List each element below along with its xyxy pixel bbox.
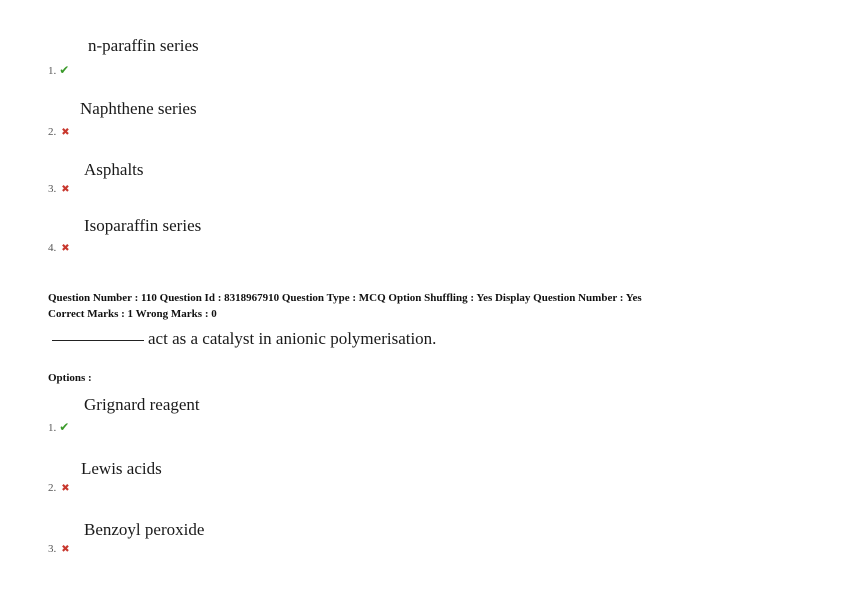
option-2-number: 2. — [48, 482, 57, 494]
prev-option-4-label — [48, 238, 70, 256]
question-marks: Correct Marks : 1 Wrong Marks : 0 — [48, 308, 217, 320]
prev-option-1-number: 1. — [48, 65, 57, 77]
option-1-label — [48, 418, 69, 436]
prev-option-1-text: n-paraffin series — [88, 36, 199, 55]
option-3-text: Benzoyl peroxide — [84, 520, 205, 539]
question-meta: Question Number : 110 Question Id : 8318967910 Question Type : MCQ Option Shuffling : Yes Display Question Number : Yes — [48, 292, 642, 304]
question-stem-text: act as a catalyst in anionic polymerisation. — [148, 329, 437, 348]
prev-option-2-text: Naphthene series — [80, 99, 197, 118]
cross-icon: ✖ — [61, 184, 70, 195]
cross-icon: ✖ — [61, 483, 70, 494]
cross-icon: ✖ — [61, 243, 70, 254]
option-3-label — [48, 539, 70, 557]
option-3-number: 3. — [48, 543, 57, 555]
fill-in-blank — [52, 339, 144, 341]
cross-icon: ✖ — [61, 127, 70, 138]
prev-option-4-text: Isoparaffin series — [84, 216, 202, 235]
cross-icon: ✖ — [61, 544, 70, 555]
question-stem — [52, 329, 436, 349]
prev-option-4-number: 4. — [48, 242, 57, 254]
option-1-text: Grignard reagent — [84, 395, 200, 414]
checkmark-icon: ✔ — [59, 63, 70, 77]
prev-option-3-label — [48, 179, 70, 197]
option-2-text: Lewis acids — [81, 459, 162, 478]
prev-option-3-number: 3. — [48, 183, 57, 195]
options-label: Options : — [48, 372, 92, 384]
prev-option-2-label — [48, 122, 70, 140]
checkmark-icon: ✔ — [59, 420, 70, 434]
option-1-number: 1. — [48, 422, 57, 434]
prev-option-1-label — [48, 61, 69, 79]
prev-option-3-text: Asphalts — [84, 160, 144, 179]
option-2-label — [48, 478, 70, 496]
prev-option-2-number: 2. — [48, 126, 57, 138]
